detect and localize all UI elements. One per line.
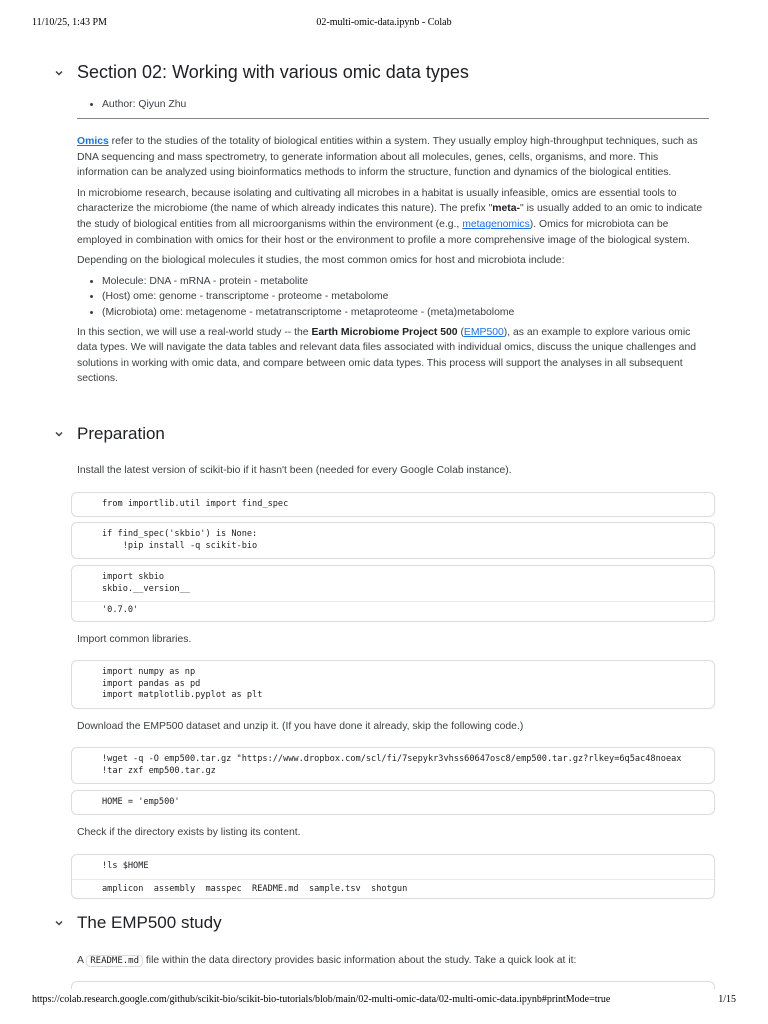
p2-text-a: In microbiome research, because isolating and cultivating all microbes in a habitat is usually infeasible, omics are essential tools to characterize the microbiome (the name of which already indicates this nature). The prefix "	[77, 187, 677, 215]
paragraph-emp500	[77, 325, 709, 387]
code-cell[interactable]	[71, 492, 715, 517]
code-cell[interactable]	[71, 565, 715, 622]
cell-output: amplicon assembly masspec README.md sample.tsv shotgun	[72, 879, 714, 901]
p2-text-c: ). Omics for microbiota can be employed in combination with omics for their host or the environment to profile a more comprehensive image of the biological system.	[77, 218, 690, 246]
inline-code: README.md	[86, 955, 143, 967]
cell-output: '0.7.0'	[72, 601, 714, 622]
p2-text-b: " is usually added to an omic to indicate the study of biological entities from all microorganisms within the environment (e.g.,	[77, 203, 703, 230]
code-editor[interactable]: HOME = 'emp500'	[102, 797, 180, 807]
p4-text-a: In this section, we will use a real-world study -- the	[77, 326, 312, 338]
print-url: https://colab.research.google.com/github/scikit-bio/scikit-bio-tutorials/blob/main/02-multi-omic-data/02-multi-omic-data.ipynb#printMode=true	[32, 994, 611, 1005]
metagenomics-link[interactable]: metagenomics	[462, 218, 530, 230]
paragraph-omics	[77, 134, 709, 181]
intro-text	[77, 134, 709, 392]
p4-text-c: ), as an example to explore various omic data types. We will navigate the data tables and relevant data files associated with individual omics, discuss the unique challenges and solutions in working with omic data, and compare between omic data types. This process will support the analyses in all subsequent sections.	[77, 326, 696, 385]
list-item: • Molecule: DNA - mRNA - protein - metabolite	[102, 274, 709, 290]
author: • Author: Qiyun Zhu	[102, 97, 709, 113]
readme-text-b: file within the data directory provides basic information about the study. Take a quick look at it:	[143, 955, 577, 966]
code-editor[interactable]: from importlib.util import find_spec	[102, 499, 289, 509]
emp500-link[interactable]: EMP500	[463, 326, 504, 338]
section-02-header[interactable]	[52, 62, 469, 83]
download-text: Download the EMP500 dataset and unzip it. (If you have done it already, skip the following code.)	[77, 721, 524, 732]
import-text: Import common libraries.	[77, 634, 192, 645]
paragraph-omics-intro: Depending on the biological molecules it studies, the most common omics for host and microbiota include:	[77, 255, 565, 267]
print-title: 02-multi-omic-data.ipynb - Colab	[316, 17, 452, 28]
list-item: • (Microbiota) ome: metagenome - metatranscriptome - metaproteome - (meta)metabolome	[102, 305, 709, 321]
chevron-down-icon[interactable]	[52, 916, 66, 930]
install-text: Install the latest version of scikit-bio if it hasn't been (needed for every Google Colab instance).	[77, 465, 512, 476]
print-footer	[0, 994, 768, 1008]
code-cell[interactable]	[71, 747, 715, 784]
code-cell[interactable]	[71, 660, 715, 709]
readme-text-a: A	[77, 955, 87, 966]
list-item: • (Host) ome: genome - transcriptome - proteome - metabolome	[102, 289, 709, 305]
print-header	[0, 17, 768, 31]
section-title: The EMP500 study	[77, 913, 222, 932]
emp500-header[interactable]	[52, 913, 222, 933]
check-text: Check if the directory exists by listing its content.	[77, 827, 301, 838]
omics-link[interactable]: Omics	[77, 136, 109, 147]
p2-bold: meta-	[492, 203, 520, 215]
readme-text	[77, 953, 709, 970]
chevron-down-icon[interactable]	[52, 427, 66, 441]
divider	[77, 118, 709, 119]
code-cell[interactable]	[71, 522, 715, 559]
print-datetime: 11/10/25, 1:43 PM	[32, 17, 107, 28]
p4-bold: Earth Microbiome Project 500	[311, 326, 458, 338]
paragraph-microbiome	[77, 186, 709, 248]
page-number: 1/15	[718, 994, 736, 1005]
author-list	[77, 97, 709, 113]
code-editor[interactable]: if find_spec('skbio') is None: !pip install -q scikit-bio	[102, 529, 258, 551]
code-editor[interactable]: import numpy as np import pandas as pd import matplotlib.pyplot as plt	[102, 667, 263, 700]
preparation-header[interactable]	[52, 424, 165, 444]
code-editor[interactable]: !ls $HOME	[102, 861, 149, 871]
code-cell[interactable]	[71, 790, 715, 815]
code-editor[interactable]: !wget -q -O emp500.tar.gz "https://www.dropbox.com/scl/fi/7sepykr3vhss60647osc8/emp500.tar.gz?rlkey=6q5ac48noeax !tar zxf emp500.tar.gz	[102, 754, 682, 776]
code-cell[interactable]	[71, 854, 715, 899]
omics-list	[77, 274, 709, 321]
chevron-down-icon[interactable]	[52, 66, 66, 80]
code-editor[interactable]: import skbio skbio.__version__	[102, 572, 190, 594]
p4-text-b: (	[457, 326, 464, 338]
code-cell[interactable]	[71, 981, 715, 989]
paragraph-omics-text: refer to the studies of the totality of biological entities within a system. They usually employ high-throughput techniques, such as DNA sequencing and mass spectrometry, to generate information about all molecules, genes, cells, organisms, and more. This information can be analyzed using bioinformatics methods to inform the structure, function and dynamics of the biological entities.	[77, 136, 698, 179]
section-title: Section 02: Working with various omic data types	[77, 62, 469, 82]
section-title: Preparation	[77, 424, 165, 443]
